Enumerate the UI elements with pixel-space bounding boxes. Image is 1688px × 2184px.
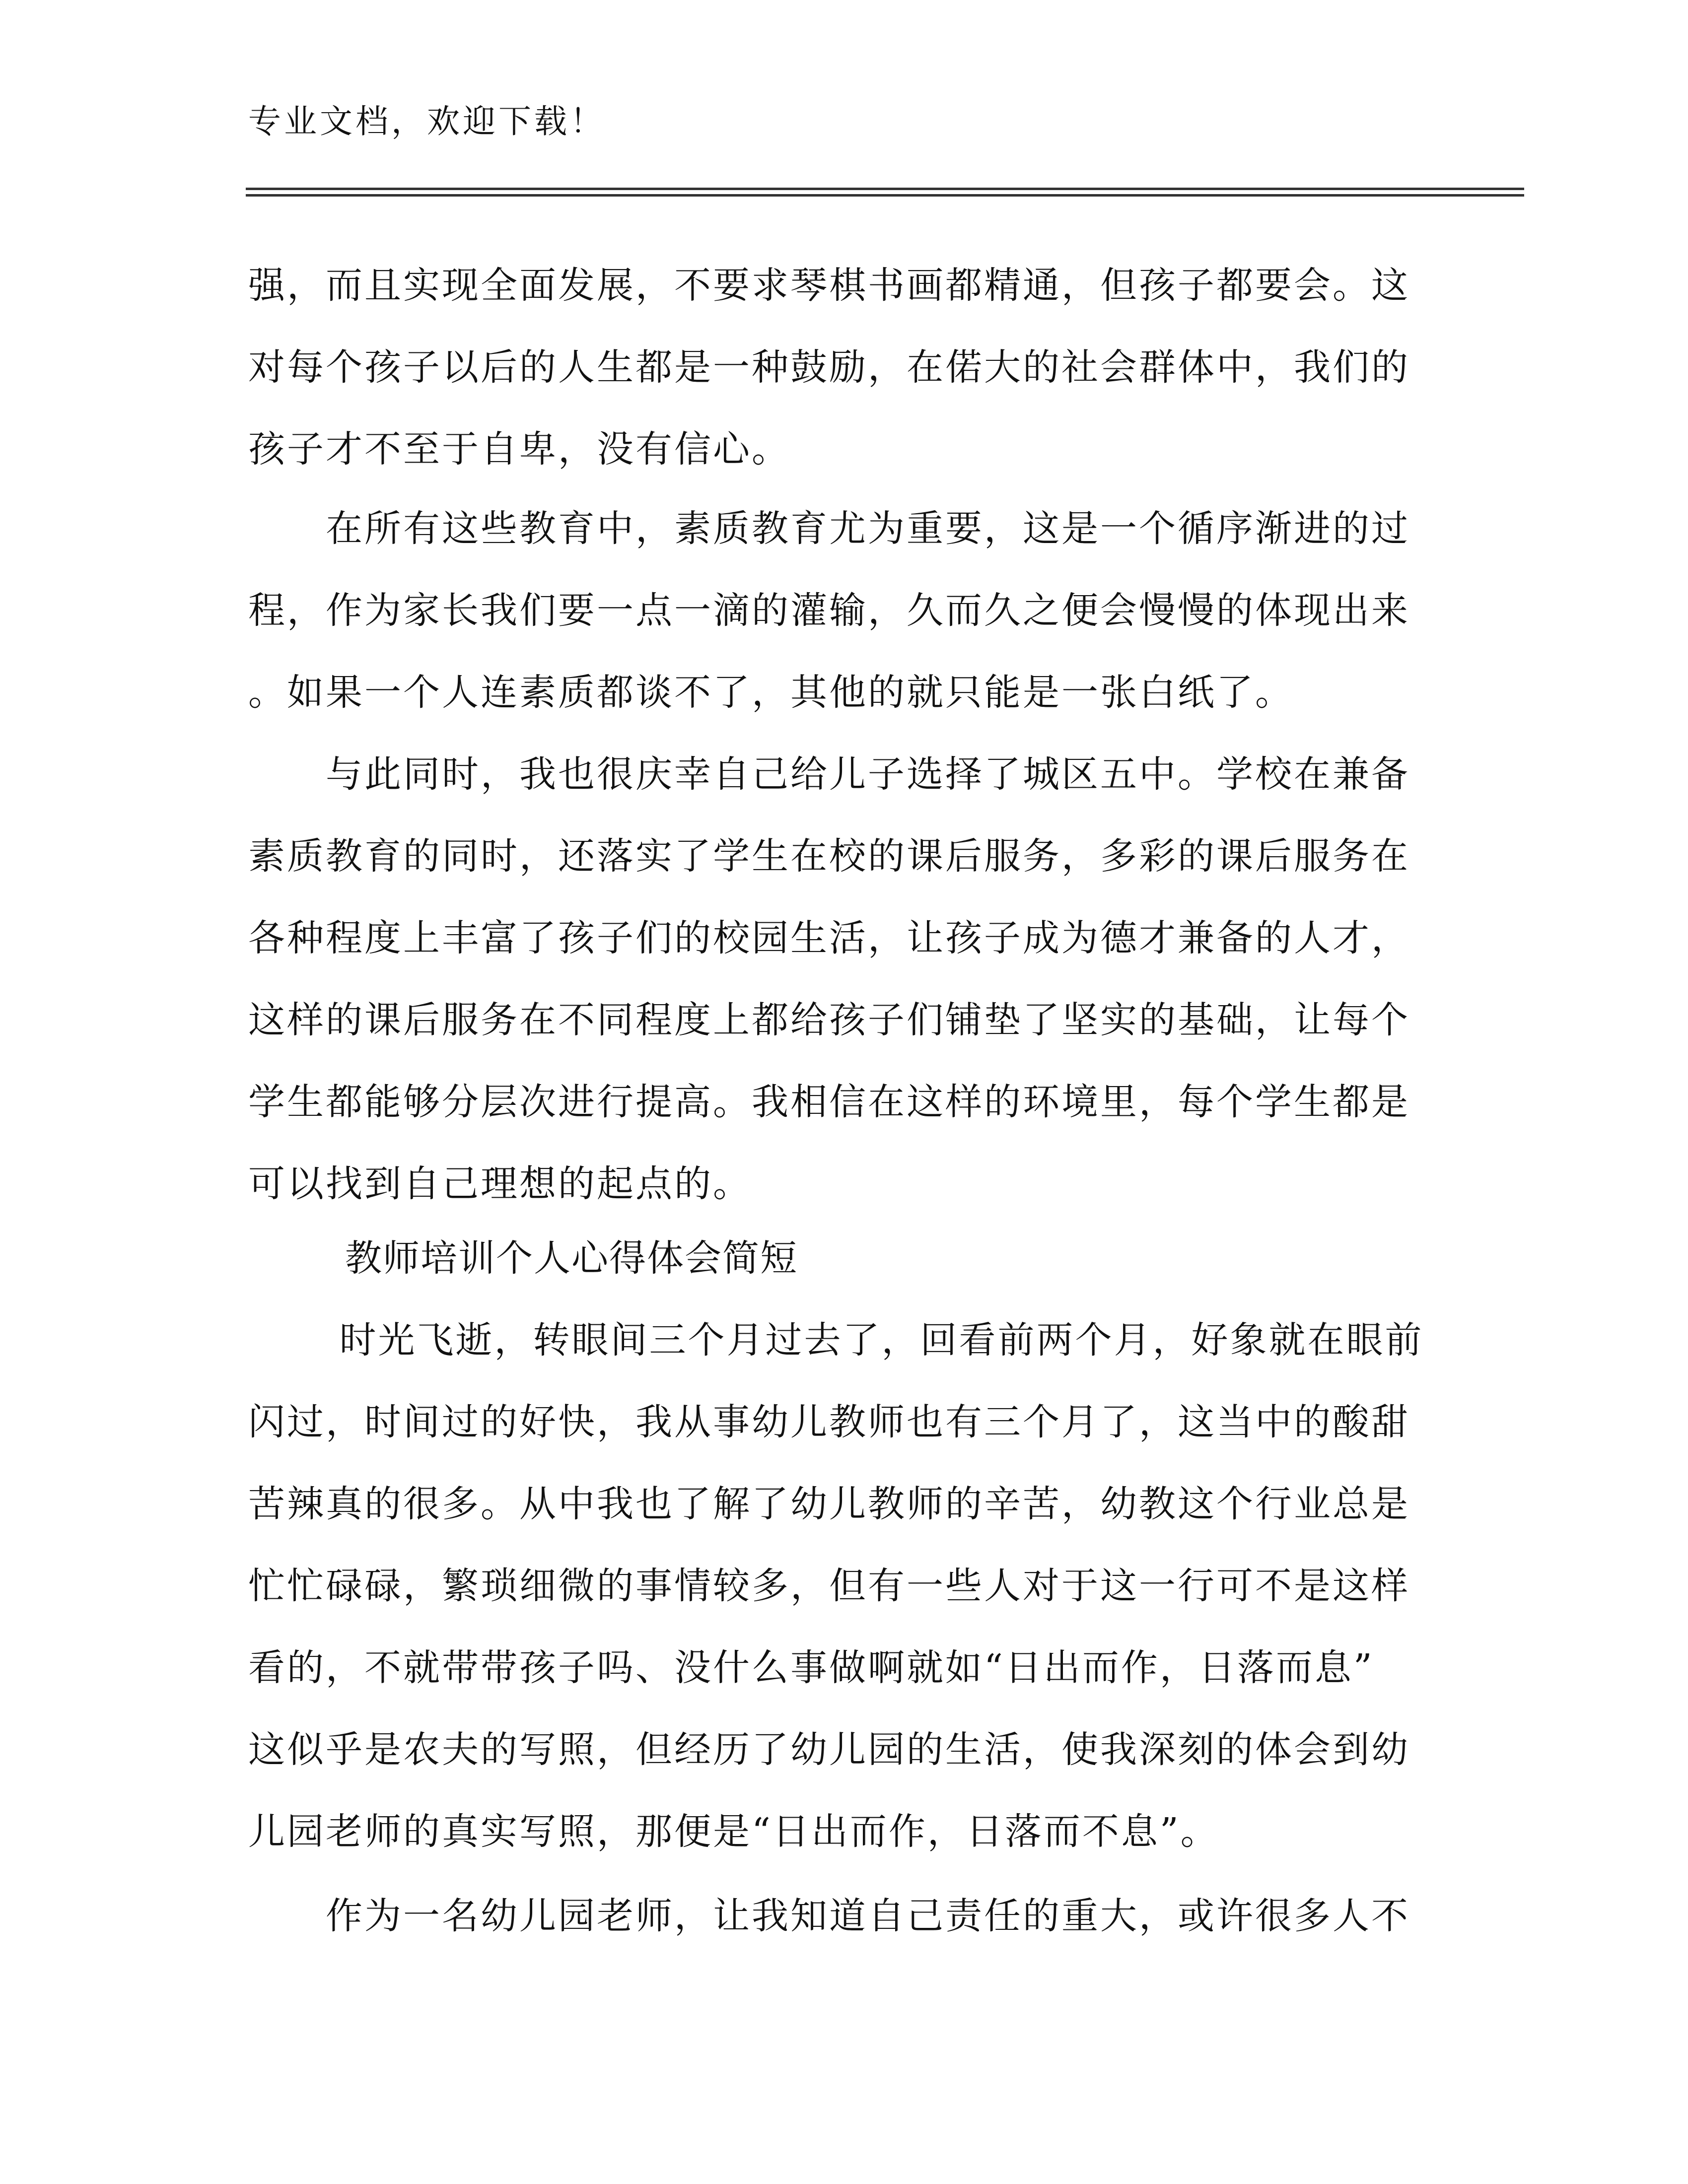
header-divider-bottom: [246, 194, 1524, 197]
body-line: 与此同时，我也很庆幸自己给儿子选择了城区五中。学校在兼备: [248, 753, 1410, 796]
section-line: 作为一名幼儿园老师，让我知道自己责任的重大，或许很多人不: [248, 1895, 1410, 1937]
body-line: 程，作为家长我们要一点一滴的灌输，久而久之便会慢慢的体现出来: [248, 589, 1410, 632]
header-divider-top: [246, 188, 1524, 190]
body-line: 各种程度上丰富了孩子们的校园生活，让孩子成为德才兼备的人才，: [248, 917, 1410, 959]
section-line: 苦辣真的很多。从中我也了解了幼儿教师的辛苦，幼教这个行业总是: [248, 1483, 1410, 1525]
body-line: 强，而且实现全面发展，不要求琴棋书画都精通，但孩子都要会。这: [248, 264, 1410, 307]
body-line: 可以找到自己理想的起点的。: [248, 1162, 752, 1205]
section-line: 忙忙碌碌，繁琐细微的事情较多，但有一些人对于这一行可不是这样: [248, 1565, 1410, 1607]
body-line: 素质教育的同时，还落实了学生在校的课后服务，多彩的课后服务在: [248, 835, 1410, 878]
page-header: 专业文档，欢迎下载！: [248, 102, 606, 140]
section-line: 时光飞逝，转眼间三个月过去了，回看前两个月，好象就在眼前: [248, 1319, 1424, 1362]
section-line: 看的，不就带带孩子吗、没什么事做啊就如“日出而作，日落而息”: [248, 1646, 1374, 1689]
section-line: 儿园老师的真实写照，那便是“日出而作，日落而不息”。: [248, 1810, 1219, 1853]
section-line: 这似乎是农夫的写照，但经历了幼儿园的生活，使我深刻的体会到幼: [248, 1728, 1410, 1771]
body-line: 。如果一个人连素质都谈不了，其他的就只能是一张白纸了。: [248, 671, 1294, 714]
body-line: 学生都能够分层次进行提高。我相信在这样的环境里，每个学生都是: [248, 1081, 1410, 1123]
body-line: 孩子才不至于自卑，没有信心。: [248, 428, 790, 471]
body-line: 在所有这些教育中，素质教育尤为重要，这是一个循序渐进的过: [248, 507, 1410, 550]
body-line: 这样的课后服务在不同程度上都给孩子们铺垫了坚实的基础，让每个: [248, 999, 1410, 1041]
section-line: 闪过，时间过的好快，我从事幼儿教师也有三个月了，这当中的酸甜: [248, 1401, 1410, 1443]
section-heading: 教师培训个人心得体会简短: [345, 1237, 798, 1280]
body-line: 对每个孩子以后的人生都是一种鼓励，在偌大的社会群体中，我们的: [248, 346, 1410, 389]
